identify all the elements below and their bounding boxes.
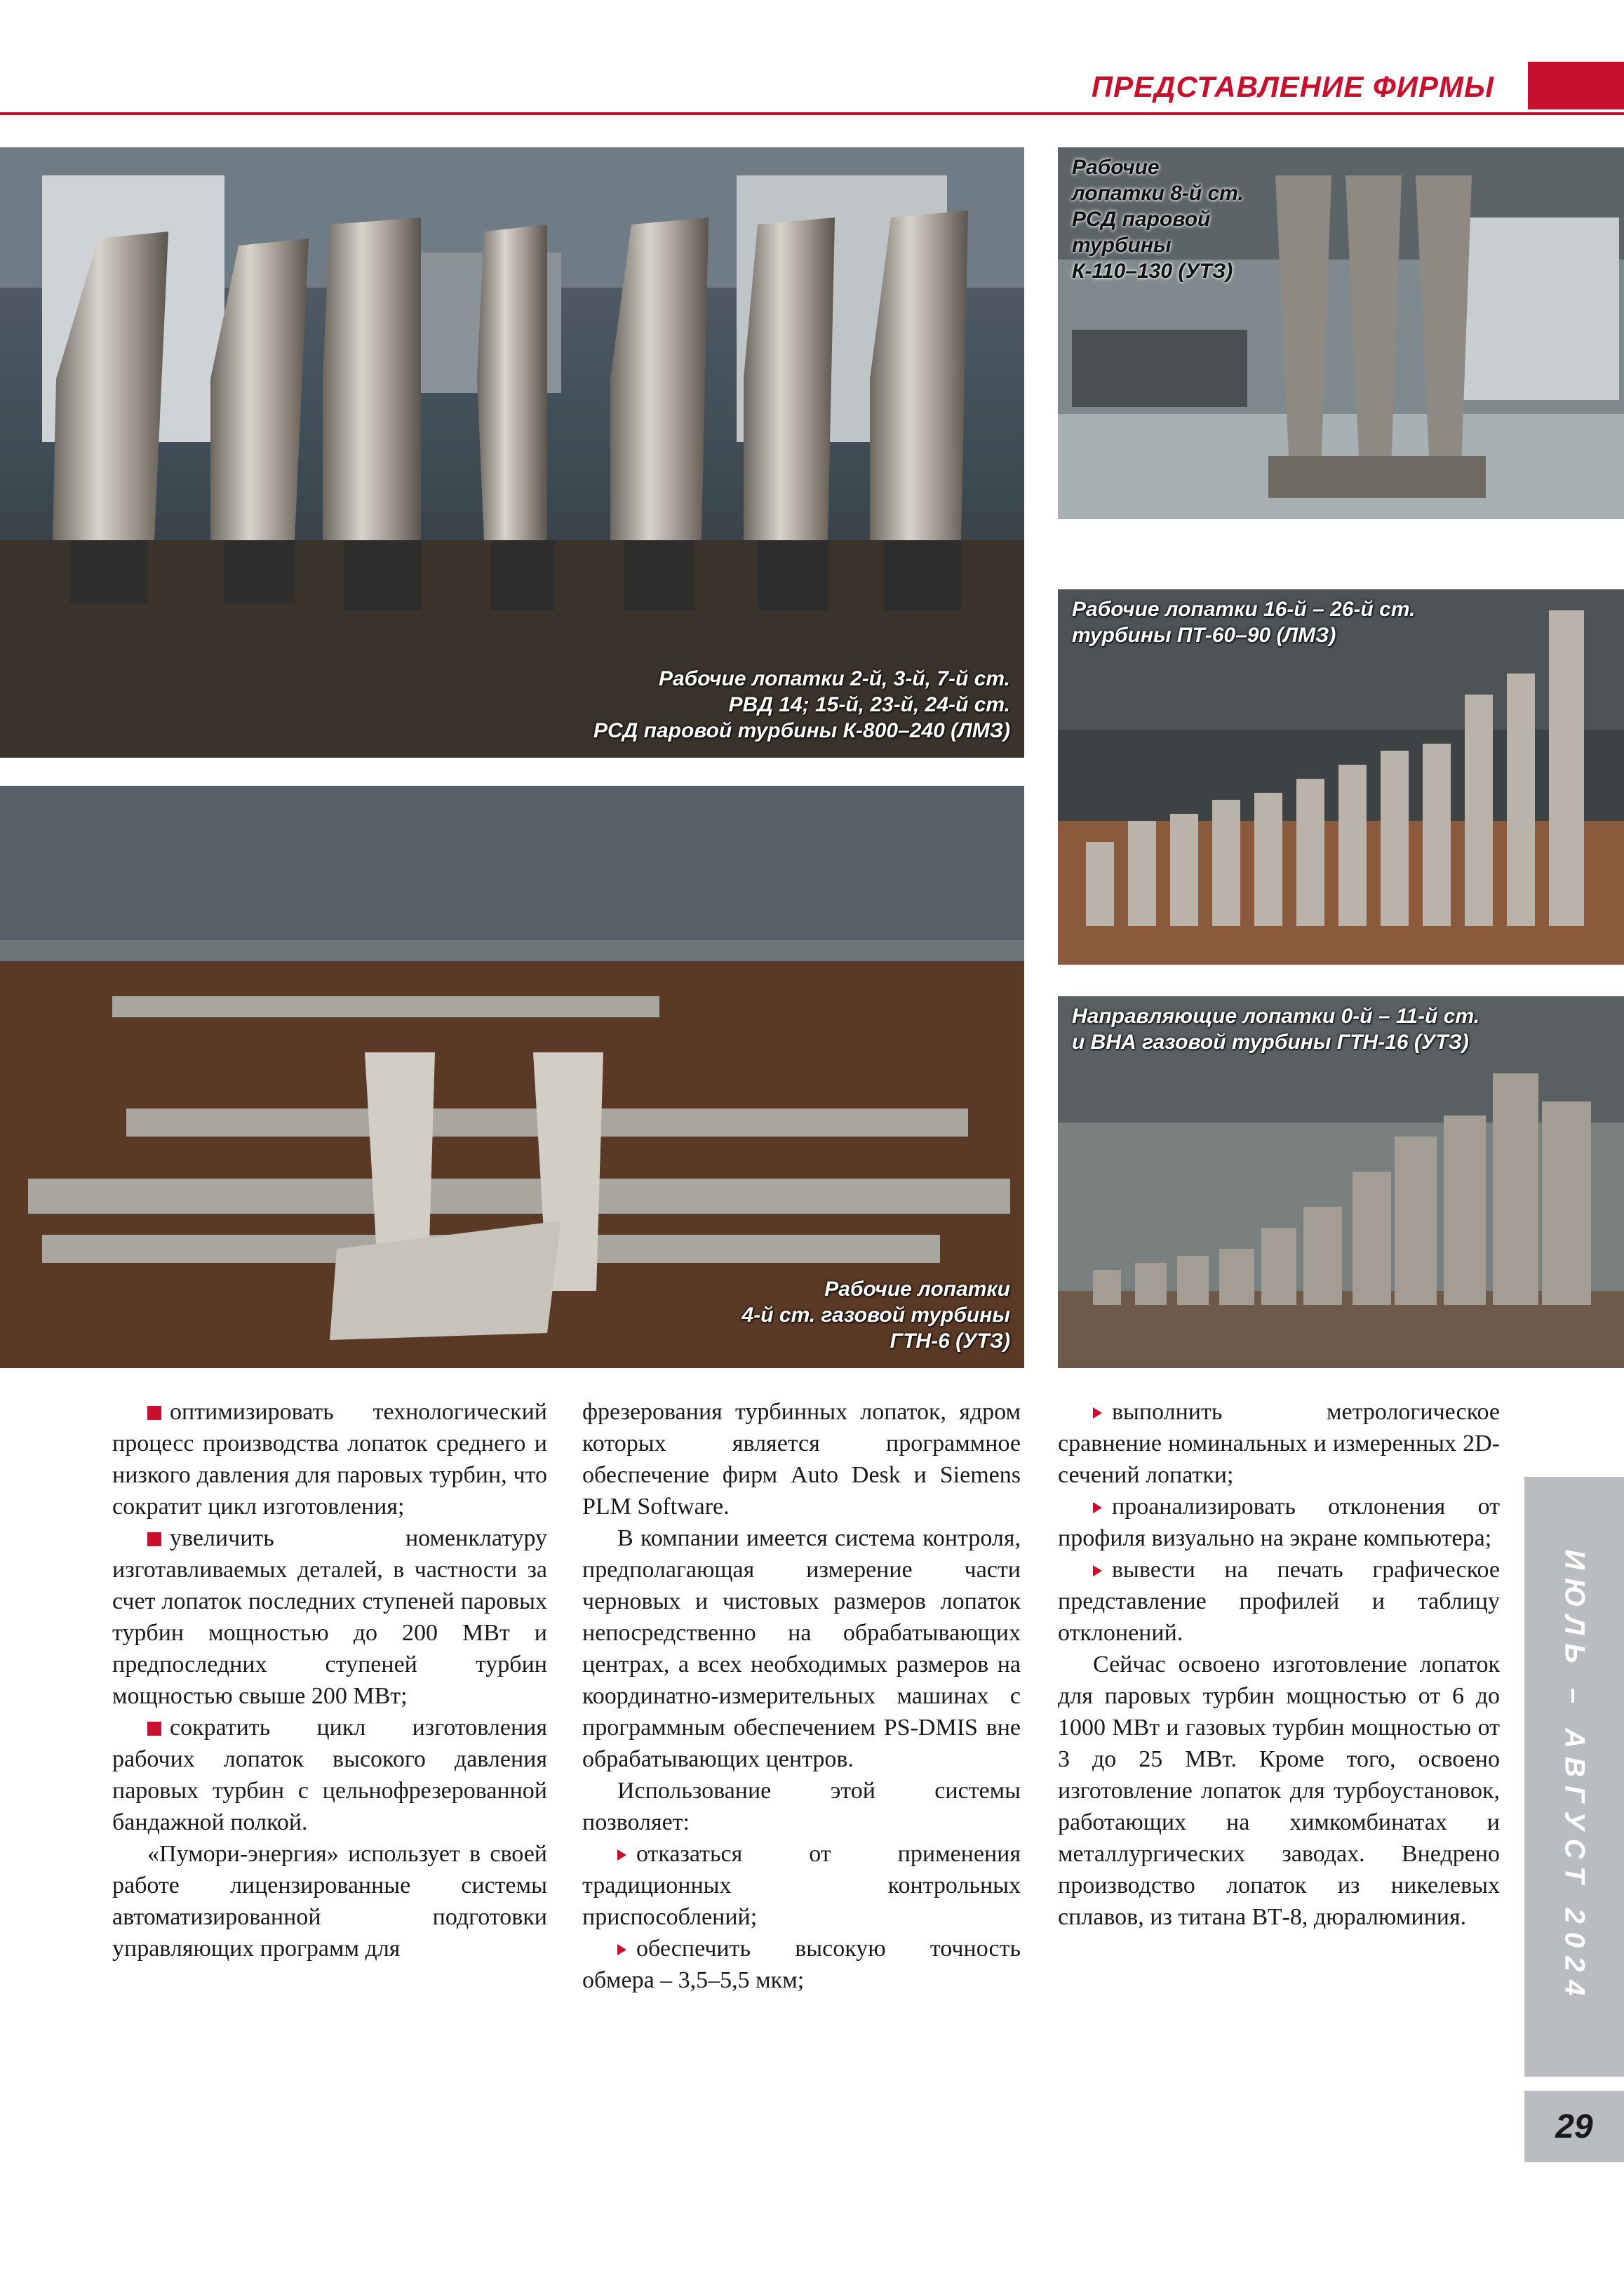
photo-blades-gtn16 bbox=[1058, 996, 1624, 1368]
list-item bbox=[582, 1838, 1021, 1933]
photo-blades-gtn16-caption: Направляющие лопатки 0-й – 11-й ст. и ВНА газовой турбины ГТН-16 (УТЗ) bbox=[1072, 1005, 1480, 1054]
list-item-text: отказаться от применения традиционных контрольных приспособлений; bbox=[582, 1841, 1021, 1930]
header-rule bbox=[0, 112, 1624, 115]
list-item-text: оптимизировать технологический процесс производства лопаток среднего и низкого давления для паровых турбин, что сократит цикл изготовления; bbox=[112, 1399, 547, 1520]
photo-blades-gtn6-caption: Рабочие лопатки 4-й ст. газовой турбины ГТН-6 (УТЗ) bbox=[741, 1278, 1010, 1353]
text-column-3 bbox=[1058, 1396, 1500, 1933]
list-item bbox=[112, 1522, 547, 1712]
bullet-square-icon bbox=[147, 1406, 161, 1420]
paragraph: В компании имеется система контроля, предполагающая измерение части черновых и чистовых размеров лопаток непосредственно на обрабатывающих центрах, а всех необходимых размеров на координатно-измерительных машинах с программным обеспечением PS-DMIS вне обрабатывающих центров. bbox=[582, 1525, 1021, 1772]
page-number: 29 bbox=[1555, 2108, 1593, 2145]
photo-blades-gtn6 bbox=[0, 786, 1024, 1368]
paragraph: «Пумори-энергия» использует в своей работе лицензированные системы автоматизированной подготовки управляющих программ для bbox=[112, 1841, 547, 1962]
photo-blades-pt60 bbox=[1058, 589, 1624, 965]
issue-label: ИЮЛЬ – АВГУСТ 2024 bbox=[1559, 1549, 1590, 2004]
list-item bbox=[112, 1396, 547, 1522]
list-item-text: вывести на печать графическое представление профилей и таблицу отклонений. bbox=[1058, 1557, 1500, 1646]
section-title: ПРЕДСТАВЛЕНИЕ ФИРМЫ bbox=[1091, 70, 1494, 103]
photo-blades-k800-caption: Рабочие лопатки 2-й, 3-й, 7-й ст. РВД 14; 15-й, 23-й, 24-й ст. РСД паровой турбины К-800–240 (ЛМЗ) bbox=[593, 667, 1010, 742]
bullet-triangle-icon bbox=[617, 1849, 626, 1861]
text-column-2 bbox=[582, 1396, 1021, 1996]
photo-blades-pt60-caption: Рабочие лопатки 16-й – 26-й ст. турбины ПТ-60–90 (ЛМЗ) bbox=[1072, 598, 1416, 647]
list-item-text: сократить цикл изготовления рабочих лопаток высокого давления паровых турбин с цельнофрезерованной бандажной полкой. bbox=[112, 1715, 547, 1835]
paragraph: фрезерования турбинных лопаток, ядром которых является программное обеспечение фирм Auto Desk и Siemens PLM Software. bbox=[582, 1399, 1021, 1520]
list-item bbox=[582, 1933, 1021, 1996]
list-item-text: увеличить номенклатуру изготавливаемых деталей, в частности за счет лопаток последних ступеней паровых турбин мощностью до 200 МВт и предпоследних ступеней турбин мощностью свыше 200 МВт; bbox=[112, 1525, 547, 1709]
list-item-text: проанализировать отклонения от профиля визуально на экране компьютера; bbox=[1058, 1494, 1500, 1551]
section-accent-bar bbox=[1528, 62, 1624, 109]
photo-blades-k800 bbox=[0, 147, 1024, 758]
issue-label-wrap bbox=[1524, 1477, 1624, 2077]
text-column-1 bbox=[112, 1396, 547, 1964]
paragraph: Использование этой системы позволяет: bbox=[582, 1778, 1021, 1835]
list-item-text: обеспечить высокую точность обмера – 3,5–5,5 мкм; bbox=[582, 1936, 1021, 1993]
bullet-square-icon bbox=[147, 1722, 161, 1736]
list-item bbox=[1058, 1396, 1500, 1491]
list-item bbox=[1058, 1491, 1500, 1554]
photo-blades-k110-caption: Рабочие лопатки 8-й ст. РСД паровой турбины К-110–130 (УТЗ) bbox=[1072, 156, 1244, 283]
bullet-triangle-icon bbox=[1093, 1565, 1102, 1576]
bullet-triangle-icon bbox=[617, 1944, 626, 1955]
paragraph: Сейчас освоено изготовление лопаток для паровых турбин мощностью от 6 до 1000 МВт и газовых турбин мощностью от 3 до 25 МВт. Кроме того, освоено изготовление лопаток для турбоустановок, работающих на химкомбинатах и металлургических заводах. Внедрено производство лопаток из никелевых сплавов, из титана ВТ-8, дюралюминия. bbox=[1058, 1652, 1500, 1930]
list-item-text: выполнить метрологическое сравнение номинальных и измеренных 2D-сечений лопатки; bbox=[1058, 1399, 1500, 1488]
photo-blades-k110 bbox=[1058, 147, 1624, 519]
bullet-triangle-icon bbox=[1093, 1502, 1102, 1513]
bullet-triangle-icon bbox=[1093, 1407, 1102, 1419]
bullet-square-icon bbox=[147, 1532, 161, 1546]
list-item bbox=[1058, 1554, 1500, 1649]
list-item bbox=[112, 1712, 547, 1838]
